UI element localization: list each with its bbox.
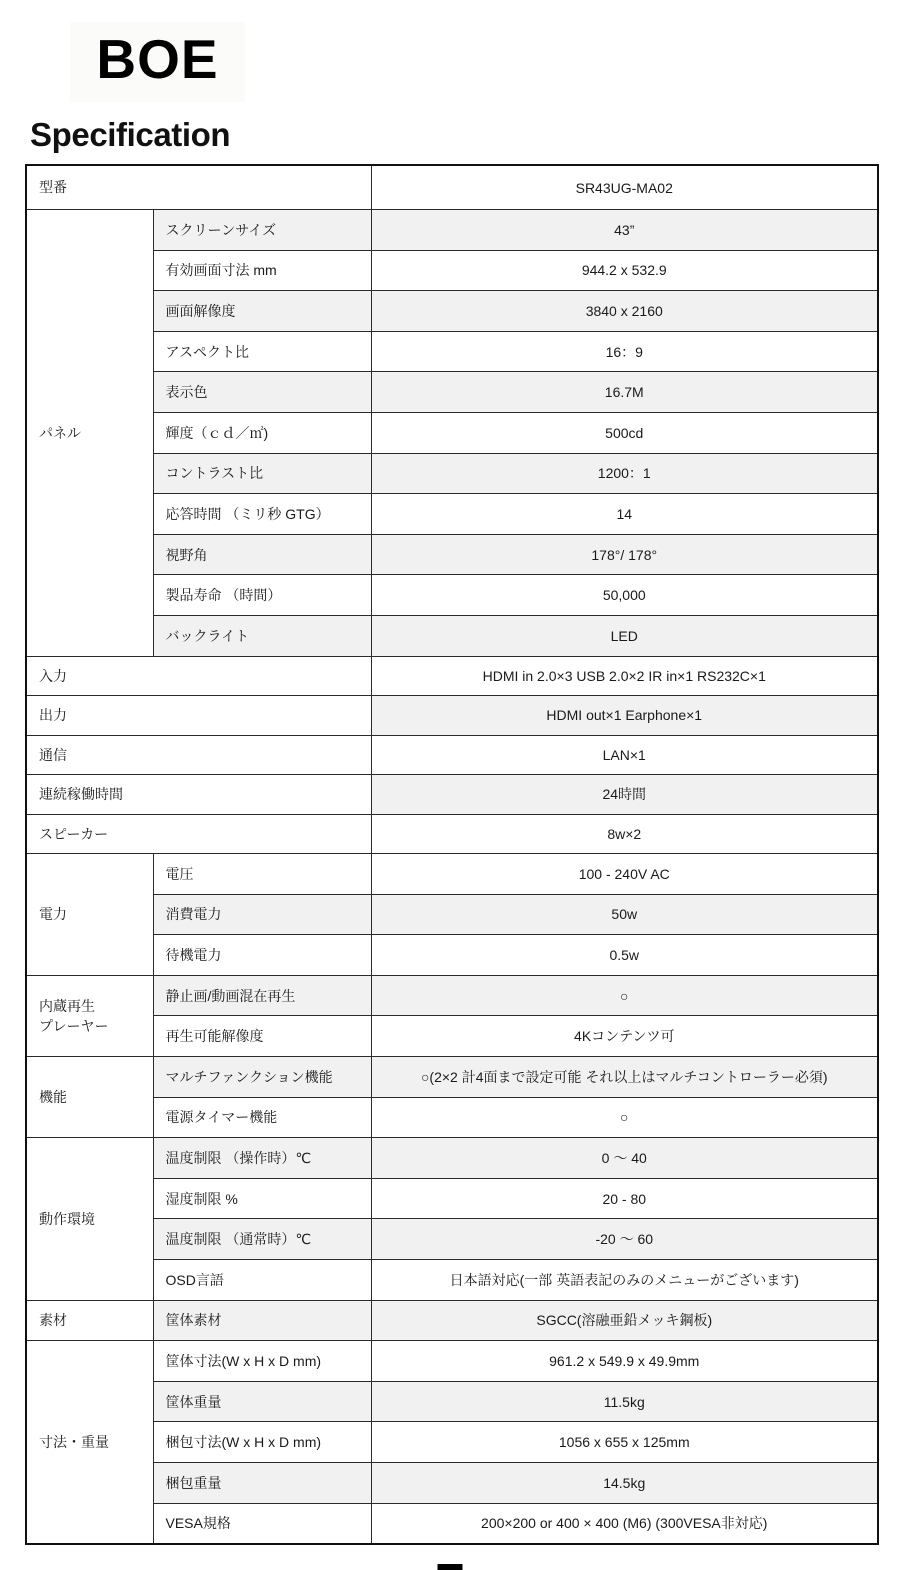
row-value: 16.7M [371, 372, 878, 413]
row-group-label: 型番 [26, 165, 371, 210]
boe-logo-text: BOE [96, 27, 219, 90]
row-value: 1056 x 655 x 125mm [371, 1422, 878, 1463]
table-row [26, 735, 878, 775]
row-group-label: 入力 [26, 656, 371, 696]
row-value: 14 [371, 494, 878, 535]
row-sub-label: 有効画面寸法 mm [153, 250, 371, 291]
table-row [26, 1097, 878, 1138]
row-sub-label: 画面解像度 [153, 291, 371, 332]
row-sub-label: 輝度（ｃｄ／㎡) [153, 412, 371, 453]
row-value: 961.2 x 549.9 x 49.9mm [371, 1341, 878, 1382]
row-value: SR43UG-MA02 [371, 165, 878, 210]
row-sub-label: アスペクト比 [153, 331, 371, 372]
table-row [26, 1341, 878, 1382]
table-row [26, 1178, 878, 1219]
row-sub-label: 電圧 [153, 854, 371, 895]
table-row [26, 894, 878, 935]
table-row [26, 1462, 878, 1503]
table-row [26, 775, 878, 815]
row-value: 4Kコンテンツ可 [371, 1016, 878, 1057]
row-sub-label: マルチファンクション機能 [153, 1057, 371, 1098]
row-sub-label: OSD言語 [153, 1259, 371, 1300]
row-value: 1200：1 [371, 453, 878, 494]
table-row [26, 291, 878, 332]
row-sub-label: コントラスト比 [153, 453, 371, 494]
table-row [26, 1057, 878, 1098]
table-row [26, 696, 878, 736]
row-value: ○ [371, 975, 878, 1016]
row-value: 100 - 240V AC [371, 854, 878, 895]
row-group-label: 寸法・重量 [26, 1341, 153, 1544]
row-value: HDMI out×1 Earphone×1 [371, 696, 878, 736]
row-value: 14.5kg [371, 1462, 878, 1503]
row-value: 0.5w [371, 935, 878, 976]
row-sub-label: 湿度制限 % [153, 1178, 371, 1219]
row-value: -20 ～ 60 [371, 1219, 878, 1260]
row-sub-label: VESA規格 [153, 1503, 371, 1544]
row-group-label: 動作環境 [26, 1138, 153, 1300]
row-value: 16：9 [371, 331, 878, 372]
row-sub-label: 待機電力 [153, 935, 371, 976]
row-sub-label: 電源タイマー機能 [153, 1097, 371, 1138]
row-sub-label: 筐体重量 [153, 1381, 371, 1422]
row-group-label: パネル [26, 210, 153, 657]
specification-table-body [26, 165, 878, 1544]
table-row [26, 210, 878, 251]
row-value: 日本語対応(一部 英語表記のみのメニューがございます) [371, 1259, 878, 1300]
specification-table [25, 164, 879, 1545]
row-sub-label: 温度制限 （通常時）℃ [153, 1219, 371, 1260]
row-value: 50w [371, 894, 878, 935]
table-row [26, 1016, 878, 1057]
row-value: 3840 x 2160 [371, 291, 878, 332]
row-value: 50,000 [371, 575, 878, 616]
row-sub-label: バックライト [153, 615, 371, 656]
row-value: ○(2×2 計4面まで設定可能 それ以上はマルチコントローラー必須) [371, 1057, 878, 1098]
row-sub-label: 梱包寸法(W x H x D mm) [153, 1422, 371, 1463]
table-row [26, 1422, 878, 1463]
row-value: 200×200 or 400 × 400 (M6) (300VESA非対応) [371, 1503, 878, 1544]
table-row [26, 165, 878, 210]
row-group-label: 機能 [26, 1057, 153, 1138]
table-row [26, 534, 878, 575]
row-value: ○ [371, 1097, 878, 1138]
row-value: 8w×2 [371, 814, 878, 854]
row-group-label: 出力 [26, 696, 371, 736]
row-value: LAN×1 [371, 735, 878, 775]
document-header [0, 0, 900, 154]
table-row [26, 372, 878, 413]
row-value: 20 - 80 [371, 1178, 878, 1219]
table-row [26, 1503, 878, 1544]
table-row [26, 935, 878, 976]
row-value: 500cd [371, 412, 878, 453]
row-value: 944.2 x 532.9 [371, 250, 878, 291]
row-group-label: 通信 [26, 735, 371, 775]
row-group-label: 電力 [26, 854, 153, 976]
table-row [26, 814, 878, 854]
row-sub-label: 筐体寸法(W x H x D mm) [153, 1341, 371, 1382]
table-row [26, 975, 878, 1016]
row-value: 24時間 [371, 775, 878, 815]
table-row [26, 575, 878, 616]
table-row [26, 656, 878, 696]
row-value: 0 ～ 40 [371, 1138, 878, 1179]
row-sub-label: スクリーンサイズ [153, 210, 371, 251]
table-row [26, 453, 878, 494]
table-row [26, 250, 878, 291]
table-row [26, 331, 878, 372]
row-sub-label: 表示色 [153, 372, 371, 413]
row-sub-label: 筐体素材 [153, 1300, 371, 1341]
row-sub-label: 再生可能解像度 [153, 1016, 371, 1057]
row-value: SGCC(溶融亜鉛メッキ鋼板) [371, 1300, 878, 1341]
row-sub-label: 温度制限 （操作時）℃ [153, 1138, 371, 1179]
table-row [26, 854, 878, 895]
row-sub-label: 視野角 [153, 534, 371, 575]
row-sub-label: 応答時間 （ミリ秒 GTG） [153, 494, 371, 535]
row-sub-label: 消費電力 [153, 894, 371, 935]
table-row [26, 1259, 878, 1300]
row-value: HDMI in 2.0×3 USB 2.0×2 IR in×1 RS232C×1 [371, 656, 878, 696]
boe-logo [70, 22, 245, 102]
table-row [26, 1300, 878, 1341]
row-value: 43” [371, 210, 878, 251]
page-title: Specification [30, 116, 231, 153]
row-value: LED [371, 615, 878, 656]
row-sub-label: 製品寿命 （時間） [153, 575, 371, 616]
table-row [26, 1219, 878, 1260]
row-group-label: スピーカー [26, 814, 371, 854]
row-group-label: 内蔵再生 プレーヤー [26, 975, 153, 1056]
row-group-label: 連続稼働時間 [26, 775, 371, 815]
row-group-label: 素材 [26, 1300, 153, 1341]
table-row [26, 615, 878, 656]
row-sub-label: 梱包重量 [153, 1462, 371, 1503]
table-row [26, 1138, 878, 1179]
row-value: 11.5kg [371, 1381, 878, 1422]
row-sub-label: 静止画/動画混在再生 [153, 975, 371, 1016]
boe-logo-underline-icon [438, 1564, 463, 1570]
row-value: 178°/ 178° [371, 534, 878, 575]
table-row [26, 1381, 878, 1422]
table-row [26, 494, 878, 535]
table-row [26, 412, 878, 453]
